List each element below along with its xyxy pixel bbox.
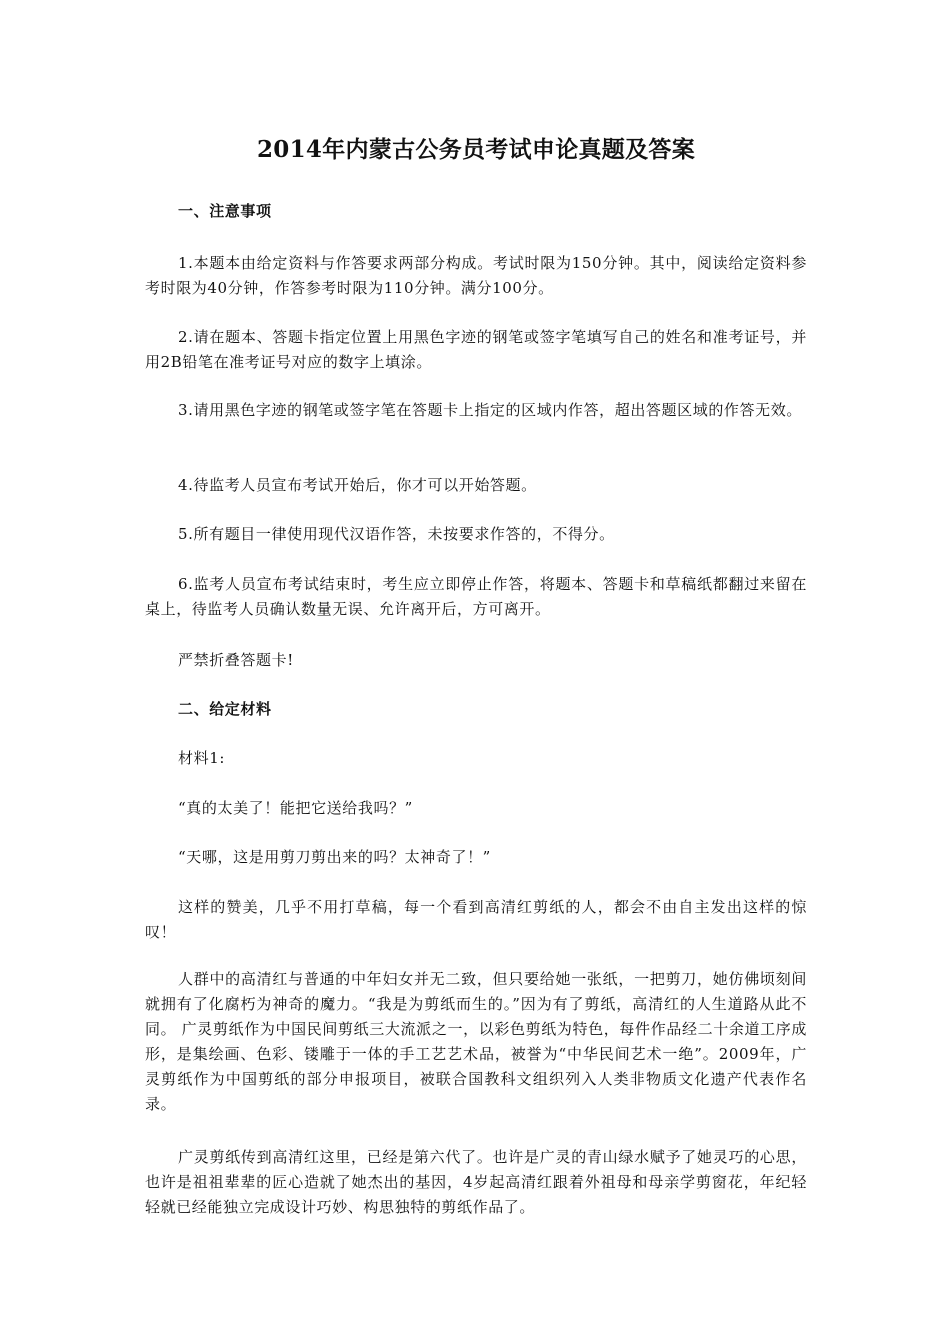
material-paragraph-3: 这样的赞美，几乎不用打草稿，每一个看到高清红剪纸的人，都会不由自主发出这样的惊叹！ <box>145 898 807 941</box>
notice-item-2: 2.请在题本、答题卡指定位置上用黑色字迹的钢笔或签字笔填写自己的姓名和准考证号，并用2B铅笔在准考证号对应的数字上填涂。 <box>145 328 807 371</box>
warning-text: 严禁折叠答题卡! <box>178 651 294 669</box>
material-paragraph-1: “真的太美了！能把它送给我吗？” <box>178 799 413 817</box>
notice-item-5: 5.所有题目一律使用现代汉语作答，未按要求作答的，不得分。 <box>178 525 615 543</box>
material-paragraph-4: 人群中的高清红与普通的中年妇女并无二致，但只要给她一张纸，一把剪刀，她仿佛顷刻间就拥有了化腐朽为神奇的魔力。“我是为剪纸而生的。”因为有了剪纸，高清红的人生道路从此不同。 广灵剪纸作为中国民间剪纸三大流派之一，以彩色剪纸为特色，每件作品经二十余道工序成形，是集绘画、色彩、镂雕于一体的手工艺艺术品，被誉为“中华民间艺术一绝”。2009年，广灵剪纸作为中国剪纸的部分申报项目，被联合国教科文组织列入人类非物质文化遗产代表作名录。 <box>145 970 807 1113</box>
notice-item-4: 4.待监考人员宣布考试开始后，你才可以开始答题。 <box>178 476 537 494</box>
material-paragraph-2: “天哪，这是用剪刀剪出来的吗？太神奇了！” <box>178 848 491 866</box>
notice-item-6: 6.监考人员宣布考试结束时，考生应立即停止作答，将题本、答题卡和草稿纸都翻过来留在桌上，待监考人员确认数量无误、允许离开后，方可离开。 <box>145 575 807 618</box>
section-heading-notes: 一、注意事项 <box>178 202 272 220</box>
material-label: 材料1: <box>178 749 225 767</box>
notice-item-1: 1.本题本由给定资料与作答要求两部分构成。考试时限为150分钟。其中，阅读给定资料参考时限为40分钟，作答参考时限为110分钟。满分100分。 <box>145 254 807 297</box>
document-title: 2014年内蒙古公务员考试申论真题及答案 <box>256 136 695 163</box>
material-paragraph-5: 广灵剪纸传到高清红这里，已经是第六代了。也许是广灵的青山绿水赋予了她灵巧的心思，也许是祖祖辈辈的匠心造就了她杰出的基因，4岁起高清红跟着外祖母和母亲学剪窗花，年纪轻轻就已经能独立完成设计巧妙、构思独特的剪纸作品了。 <box>145 1148 807 1216</box>
notice-item-3: 3.请用黑色字迹的钢笔或签字笔在答题卡上指定的区域内作答，超出答题区域的作答无效。 <box>178 401 802 419</box>
section-heading-materials: 二、给定材料 <box>178 700 272 718</box>
